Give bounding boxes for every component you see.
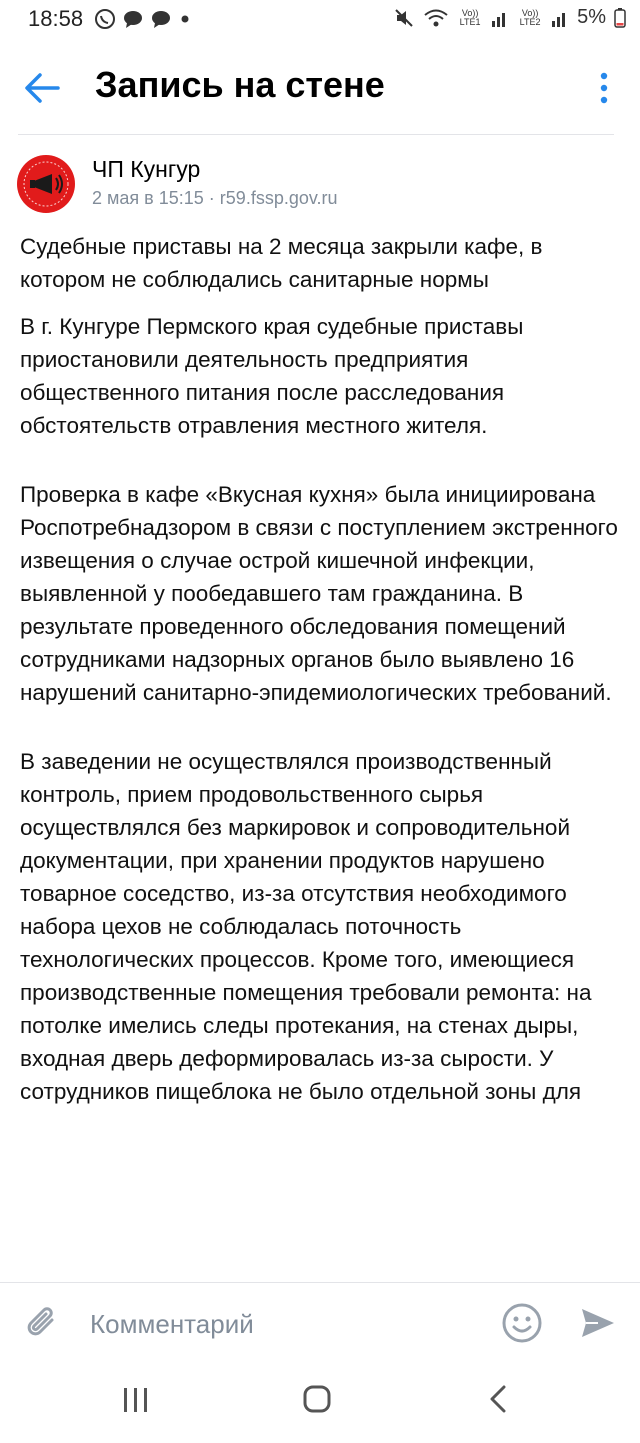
back-button[interactable] — [20, 66, 64, 110]
chat-icon — [150, 8, 172, 30]
dot-icon — [178, 8, 192, 30]
viber-icon — [94, 8, 116, 30]
comment-input[interactable] — [90, 1305, 470, 1343]
recent-apps-icon — [110, 1378, 160, 1422]
status-right — [393, 6, 626, 29]
send-button[interactable] — [578, 1303, 618, 1343]
sim1-tag: Vo)) LTE1 — [459, 7, 481, 27]
post-source-link[interactable]: r59.fssp.gov.ru — [219, 188, 338, 208]
back-nav-button[interactable] — [474, 1378, 524, 1422]
post-paragraph: Проверка в кафе «Вкусная кухня» была инициирована Роспотребнадзором в связи с поступлением экстренного извещения о случае острой кишечной инфекции, выявленной у пообедавшего там гражданина. В результате проведенного обследования помещений сотрудниками надзорных органов было выявлено 16 нарушений санитарно-эпидемиологических требований. — [20, 482, 618, 705]
comment-bar — [0, 1282, 640, 1363]
emoji-button[interactable] — [500, 1301, 544, 1345]
attach-button[interactable] — [22, 1303, 62, 1343]
signal-icon — [491, 7, 509, 29]
arrow-left-icon — [20, 66, 64, 110]
system-nav-bar — [0, 1362, 640, 1443]
post-date: 2 мая в 15:15 — [92, 188, 204, 208]
recent-apps-button[interactable] — [110, 1378, 160, 1422]
author-name[interactable]: ЧП Кунгур — [92, 156, 201, 182]
status-time: 18:58 — [28, 6, 84, 31]
vertical-dots-icon — [594, 70, 614, 106]
battery-percent: 5% — [577, 6, 606, 28]
meta-separator: · — [208, 188, 215, 208]
more-options-button[interactable] — [594, 70, 614, 106]
battery-icon — [614, 7, 626, 29]
post-meta — [92, 188, 338, 209]
status-bar — [0, 0, 640, 40]
sim2-tag: Vo)) LTE2 — [519, 7, 541, 27]
wifi-icon — [423, 7, 449, 29]
home-icon — [292, 1378, 342, 1422]
back-nav-icon — [474, 1378, 524, 1422]
send-icon — [578, 1303, 618, 1343]
app-header — [0, 40, 640, 135]
post-body — [20, 230, 620, 1280]
header-divider — [18, 134, 614, 135]
post-headline: Судебные приставы на 2 месяца закрыли кафе, в котором не соблюдались санитарные нормы — [20, 234, 543, 292]
mute-icon — [393, 7, 415, 29]
signal-icon — [551, 7, 569, 29]
post-paragraph: В г. Кунгуре Пермского края судебные приставы приостановили деятельность предприятия общественного питания после расследования обстоятельств отравления местного жителя. — [20, 314, 524, 438]
home-button[interactable] — [292, 1378, 342, 1422]
smile-icon — [500, 1301, 544, 1345]
notification-icons — [94, 8, 192, 30]
avatar[interactable] — [16, 154, 76, 214]
paperclip-icon — [22, 1303, 62, 1343]
megaphone-logo-icon — [16, 154, 76, 214]
chat-icon — [122, 8, 144, 30]
post-paragraph: В заведении не осуществлялся производственный контроль, прием продовольственного сырья осуществлялся без маркировок и сопроводительной документации, при хранении продуктов нарушено товарное соседство, из-за отсутствия необходимого набора цехов не соблюдалась поточность технологических процессов. Кроме того, имеющиеся производственные помещения требовали ремонта: на потолке имелись следы протекания, на стенах дыры, входная дверь деформировалась из-за сырости. У сотрудников пищеблока не было отдельной зоны для — [20, 749, 592, 1104]
page-title: Запись на стене — [95, 64, 385, 105]
